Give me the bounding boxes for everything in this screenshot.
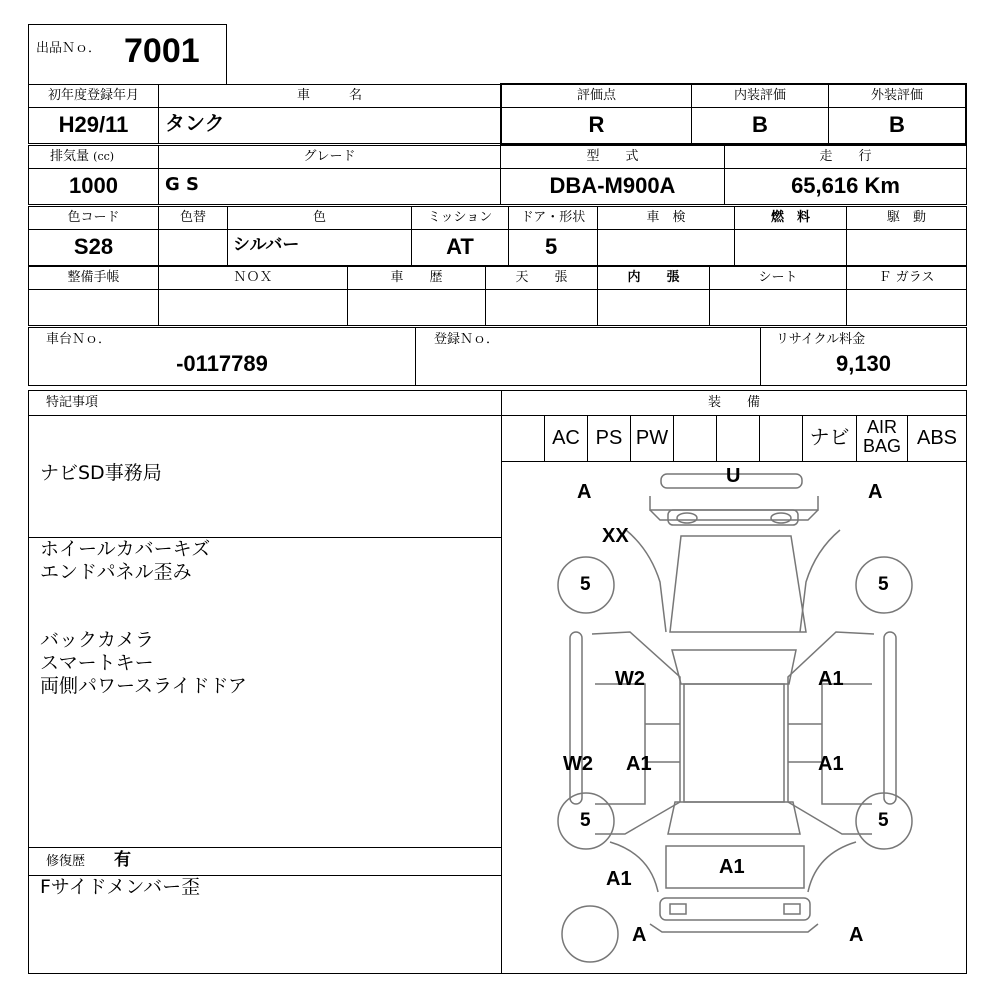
displacement-value: 1000 <box>69 173 118 198</box>
notes-header <box>28 390 502 416</box>
cell-glass-value <box>846 289 967 326</box>
transmission-label: ミッション <box>427 210 493 225</box>
nox-label: ＮＯＸ <box>233 270 273 285</box>
mark-right-front-door: A1 <box>818 668 844 690</box>
mark-front-right-corner: A <box>868 481 883 503</box>
equip-navi: ナビ <box>809 427 850 449</box>
exterior-value: B <box>889 112 905 137</box>
service-book-label: 整備手帳 <box>67 270 120 285</box>
car-diagram <box>500 462 966 974</box>
wheel-rear-right: 5 <box>878 810 889 831</box>
first-reg-value: H29/11 <box>58 112 129 137</box>
cell-fuel-value <box>734 229 847 266</box>
color-label: 色 <box>312 210 326 225</box>
notes-line1: ナビSD事務局 <box>40 462 162 484</box>
grade-value: G S <box>165 174 200 195</box>
drive-label: 駆 動 <box>886 210 926 225</box>
mark-front-roof: U <box>726 465 741 487</box>
chassis-value: -0117789 <box>176 351 268 376</box>
equipment-label: 装 備 <box>707 395 760 410</box>
model-label: 型 式 <box>586 149 639 164</box>
cell-service-book-value <box>28 289 159 326</box>
cell-roof-value <box>485 289 598 326</box>
registration-label: 登録Ｎｏ． <box>434 332 500 347</box>
equip-pw: PW <box>635 427 669 449</box>
displacement-unit: (cc) <box>93 150 115 163</box>
model-value: DBA-M900A <box>549 173 676 198</box>
equip-airbag: AIR BAG <box>862 417 901 456</box>
mark-rear-left-corner: A <box>632 924 647 946</box>
notes-block3-line2: スマートキー <box>40 652 154 674</box>
inspection-label: 車 検 <box>646 210 686 225</box>
exterior-label: 外装評価 <box>870 88 923 103</box>
repaint-label: 色替 <box>179 210 206 225</box>
grade-label: グレード <box>303 149 356 164</box>
mark-front-left-corner: A <box>577 481 592 503</box>
door-value: 5 <box>545 234 558 259</box>
repair-value: 有 <box>114 850 131 870</box>
repair-detail: Fサイドメンバー歪 <box>40 876 201 898</box>
wheel-front-right: 5 <box>878 574 889 595</box>
equip-abs: ABS <box>916 427 958 449</box>
chassis-label: 車台Ｎｏ． <box>46 332 112 347</box>
wheel-front-left: 5 <box>580 574 591 595</box>
notes-block3-line1: バックカメラ <box>40 629 155 651</box>
transmission-value: AT <box>446 234 474 259</box>
car-name-label: 車 名 <box>296 88 362 103</box>
first-reg-label: 初年度登録年月 <box>47 88 139 103</box>
repair-label: 修復歴 <box>46 854 86 869</box>
equip-ps: PS <box>595 427 623 449</box>
seat-label: シート <box>758 270 798 285</box>
car-name-value: タンク <box>165 111 225 135</box>
equip-cell-4 <box>673 415 717 462</box>
cell-drive-value <box>846 229 967 266</box>
roof-label: 天 張 <box>515 270 568 285</box>
mileage-label: 走 行 <box>819 149 872 164</box>
notes-block2-line2: エンドパネル歪み <box>40 561 192 583</box>
score-value: R <box>588 112 605 137</box>
history-label: 車 歴 <box>390 270 443 285</box>
repair-header <box>28 847 502 876</box>
cell-grade-value <box>158 168 501 205</box>
cell-history-value <box>347 289 486 326</box>
equip-cell-5 <box>716 415 760 462</box>
interior-value: B <box>752 112 768 137</box>
cell-nox-value <box>158 289 348 326</box>
mark-rear-left: A1 <box>606 868 632 890</box>
displacement-label <box>50 150 114 163</box>
door-label: ドア・形状 <box>520 210 586 225</box>
equip-cell-0 <box>501 415 545 462</box>
notes-label: 特記事項 <box>46 395 99 410</box>
recycle-label: リサイクル料金 <box>776 332 866 347</box>
cell-interior-trim-value <box>597 289 710 326</box>
mark-left-sill: W2 <box>563 753 593 775</box>
lot-number: 7001 <box>124 32 200 70</box>
notes-block2-line1: ホイールカバーキズ <box>40 538 211 560</box>
cell-inspection-value <box>597 229 735 266</box>
interior-label: 内装評価 <box>733 88 786 103</box>
interior-trim-label: 内 張 <box>627 270 680 285</box>
mark-left-rear-door: A1 <box>626 753 652 775</box>
fuel-label: 燃 料 <box>770 210 810 225</box>
mark-right-rear-door: A1 <box>818 753 844 775</box>
mileage-value: 65,616 Km <box>791 173 900 198</box>
displacement-text: 排気量 <box>50 149 90 164</box>
mark-windshield: XX <box>602 525 629 547</box>
lot-label: 出品Ｎｏ． <box>36 41 102 56</box>
equip-cell-6 <box>759 415 803 462</box>
color-code-label: 色コード <box>67 210 120 225</box>
wheel-rear-left: 5 <box>580 810 591 831</box>
notes-block3-line3: 両側パワースライドドア <box>40 675 247 697</box>
color-value: シルバー <box>233 235 300 255</box>
equip-ac: AC <box>552 427 580 449</box>
cell-repaint-value <box>158 229 228 266</box>
recycle-value: 9,130 <box>835 351 892 376</box>
mark-back-door: A1 <box>719 856 745 878</box>
glass-label: Ｆ ガラス <box>878 270 935 285</box>
score-label: 評価点 <box>576 88 616 103</box>
mark-left-front-door: W2 <box>615 668 645 690</box>
cell-seat-value <box>709 289 847 326</box>
color-code-value: S28 <box>73 234 114 259</box>
mark-rear-right-corner: A <box>849 924 864 946</box>
